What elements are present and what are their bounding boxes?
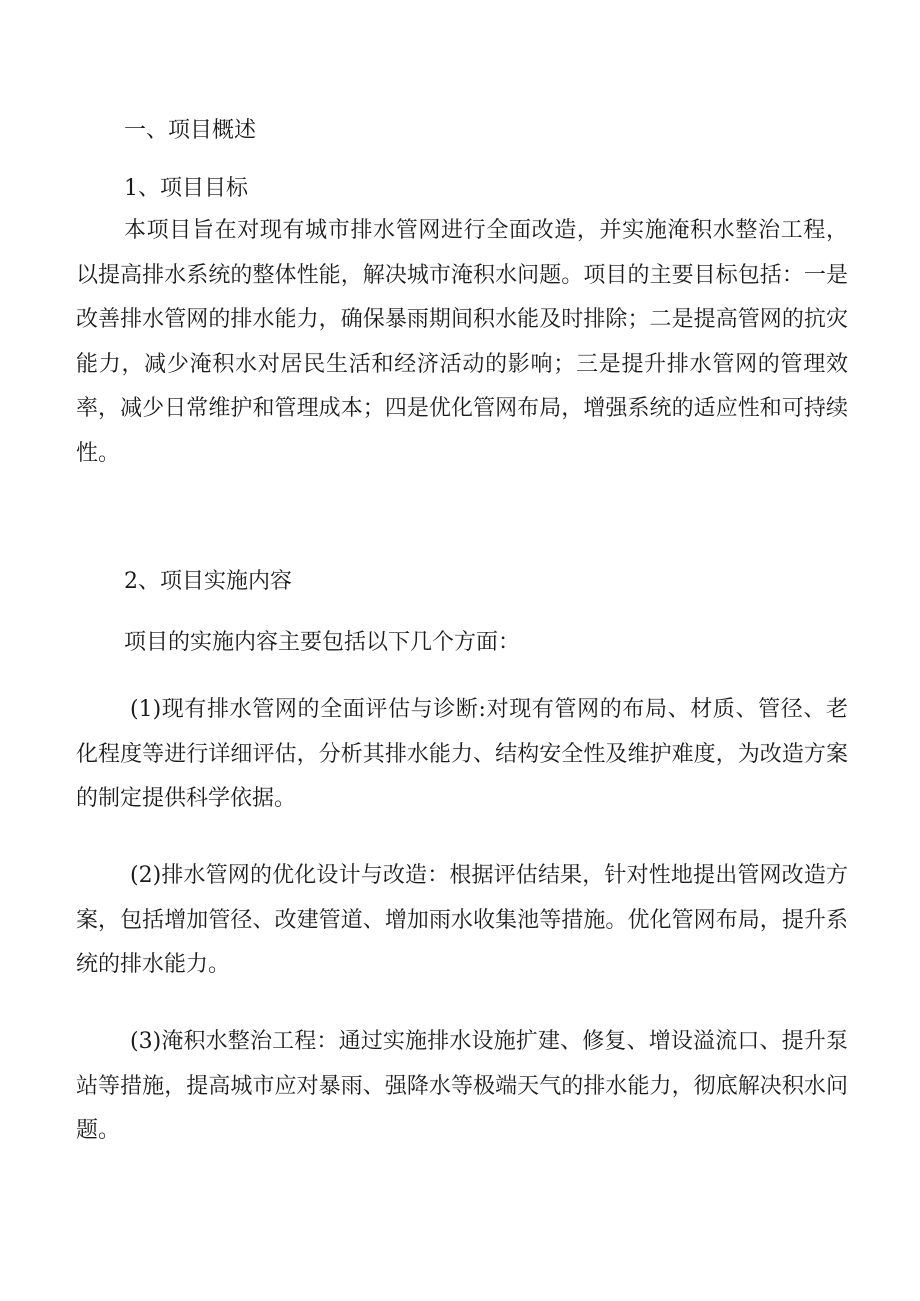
implementation-item-3: (3)淹积水整治工程：通过实施排水设施扩建、修复、增设溢流口、提升泵站等措施，提高城市应对暴雨、强降水等极端天气的排水能力，彻底解决积水问题。 [76, 1029, 848, 1143]
implementation-item-2: (2)排水管网的优化设计与改造：根据评估结果，针对性地提出管网改造方案，包括增加管径、改建管道、增加雨水收集池等措施。优化管网布局，提升系统的排水能力。 [76, 863, 848, 977]
section-title: 一、项目概述 [124, 118, 257, 143]
objectives-paragraph: 本项目旨在对现有城市排水管网进行全面改造，并实施淹积水整治工程，以提高排水系统的整体性能，解决城市淹积水问题。项目的主要目标包括：一是改善排水管网的排水能力，确保暴雨期间积水能及时排除；二是提高管网的抗灾能力，减少淹积水对居民生活和经济活动的影响；三是提升排水管网的管理效率，减少日常维护和管理成本；四是优化管网布局，增强系统的适应性和可持续性。 [76, 218, 848, 466]
implementation-item-1: (1)现有排水管网的全面评估与诊断:对现有管网的布局、材质、管径、老化程度等进行详细评估，分析其排水能力、结构安全性及维护难度，为改造方案的制定提供科学依据。 [76, 697, 848, 811]
subsection-2-title: 2、项目实施内容 [124, 569, 292, 594]
implementation-intro: 项目的实施内容主要包括以下几个方面： [124, 630, 521, 655]
subsection-1-title: 1、项目目标 [124, 176, 248, 201]
